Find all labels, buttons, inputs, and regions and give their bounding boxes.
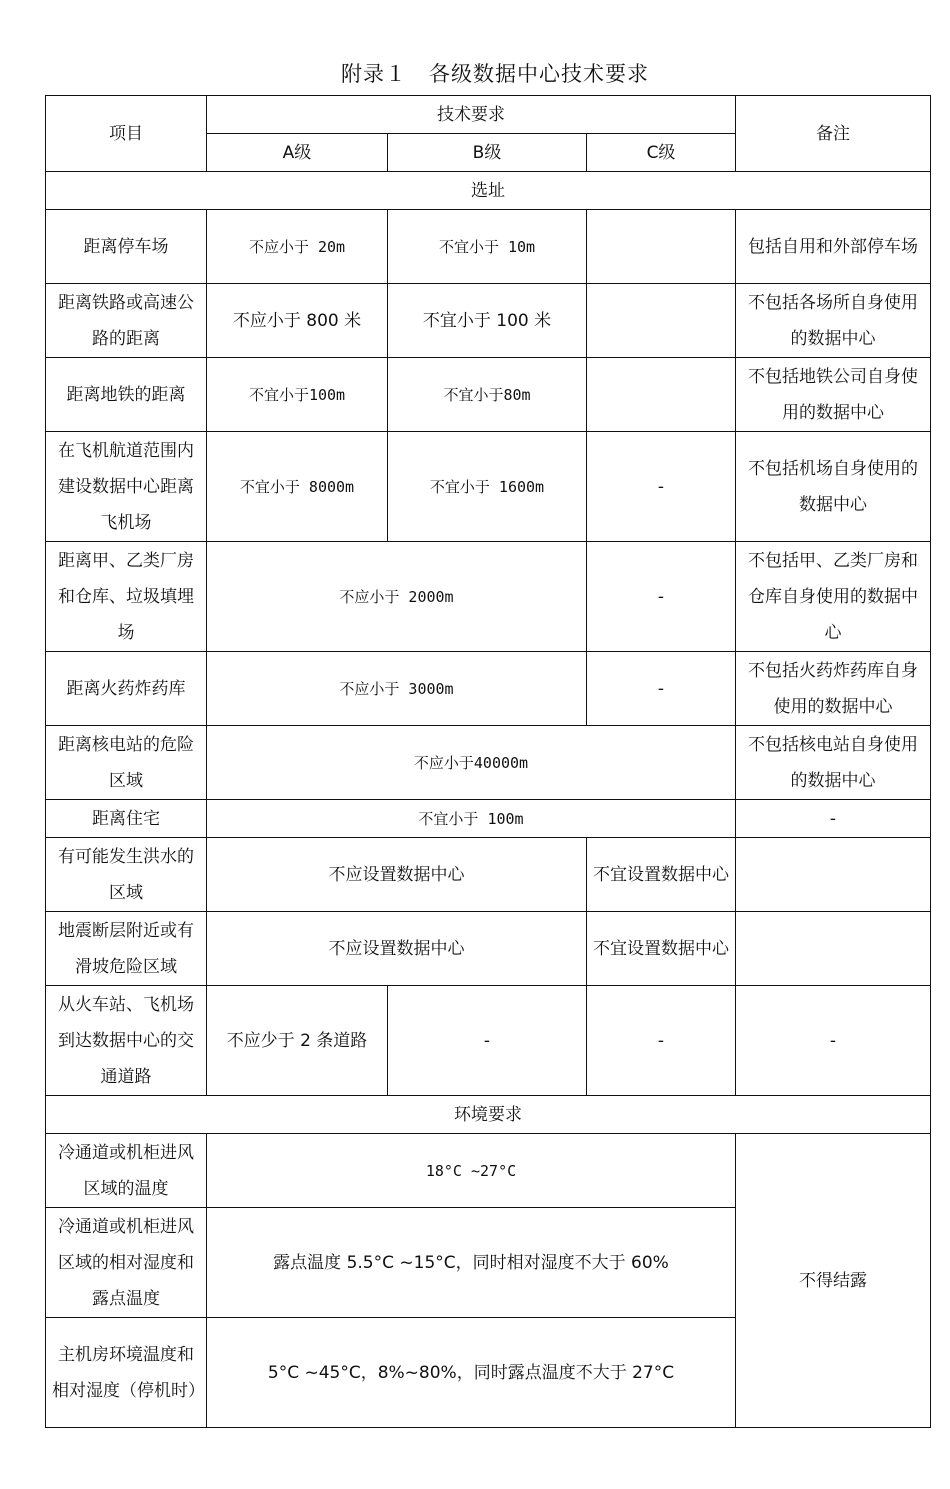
- table-row: [46, 358, 931, 432]
- header-row: [46, 96, 931, 134]
- row-note: 不包括各场所自身使用的数据中心: [736, 284, 931, 358]
- row-grade-a: 不应少于 2 条道路: [207, 986, 388, 1096]
- row-item: 距离停车场: [46, 210, 207, 284]
- row-grade-c: 不宜设置数据中心: [587, 912, 736, 986]
- header-grade-c: C级: [587, 134, 736, 172]
- row-note: -: [736, 800, 931, 838]
- row-grade-c: -: [587, 432, 736, 542]
- row-grade-c: -: [587, 542, 736, 652]
- table-row: [46, 652, 931, 726]
- table-row: [46, 838, 931, 912]
- row-grade-c: 不宜设置数据中心: [587, 838, 736, 912]
- row-grade-b: 不宜小于 10m: [388, 210, 587, 284]
- row-note: [736, 838, 931, 912]
- row-item: 从火车站、飞机场到达数据中心的交通道路: [46, 986, 207, 1096]
- header-grade-b: B级: [388, 134, 587, 172]
- table-row: [46, 986, 931, 1096]
- row-item: 在飞机航道范围内建设数据中心距离飞机场: [46, 432, 207, 542]
- env-row-item: 冷通道或机柜进风区域的温度: [46, 1134, 207, 1208]
- row-note: 不包括火药炸药库自身使用的数据中心: [736, 652, 931, 726]
- section-site: 选址: [46, 172, 931, 210]
- env-row-value: 露点温度 5.5°C ~15°C，同时相对湿度不大于 60%: [207, 1208, 736, 1318]
- row-item: 有可能发生洪水的区域: [46, 838, 207, 912]
- table-row: [46, 1134, 931, 1208]
- row-grade-abc: 不宜小于 100m: [207, 800, 736, 838]
- table-row: [46, 542, 931, 652]
- row-note: -: [736, 986, 931, 1096]
- row-grade-a: 不应小于 800 米: [207, 284, 388, 358]
- table-row: [46, 912, 931, 986]
- page-title: 附录１ 各级数据中心技术要求: [341, 62, 649, 86]
- row-item: 地震断层附近或有滑坡危险区域: [46, 912, 207, 986]
- table-row: [46, 210, 931, 284]
- row-grade-c: [587, 284, 736, 358]
- env-row-value: 18°C ~27°C: [207, 1134, 736, 1208]
- row-item: 距离铁路或高速公路的距离: [46, 284, 207, 358]
- row-grade-ab: 不应设置数据中心: [207, 912, 587, 986]
- row-grade-a: 不应小于 20m: [207, 210, 388, 284]
- row-note: 不包括地铁公司自身使用的数据中心: [736, 358, 931, 432]
- row-grade-b: 不宜小于80m: [388, 358, 587, 432]
- row-grade-c: -: [587, 986, 736, 1096]
- row-note: 不包括甲、乙类厂房和仓库自身使用的数据中心: [736, 542, 931, 652]
- env-row-value: 5°C ~45°C，8%~80%，同时露点温度不大于 27°C: [207, 1318, 736, 1428]
- section-row: [46, 172, 931, 210]
- row-note: 不包括核电站自身使用的数据中心: [736, 726, 931, 800]
- header-grade-a: A级: [207, 134, 388, 172]
- table-row: [46, 284, 931, 358]
- row-item: 距离核电站的危险区域: [46, 726, 207, 800]
- row-note: 不包括机场自身使用的数据中心: [736, 432, 931, 542]
- row-grade-ab: 不应小于 3000m: [207, 652, 587, 726]
- header-item: 项目: [46, 96, 207, 172]
- env-note: 不得结露: [736, 1134, 931, 1428]
- env-row-item: 冷通道或机柜进风区域的相对湿度和露点温度: [46, 1208, 207, 1318]
- header-note: 备注: [736, 96, 931, 172]
- row-note: [736, 912, 931, 986]
- row-grade-abc: 不应小于40000m: [207, 726, 736, 800]
- row-grade-a: 不宜小于 8000m: [207, 432, 388, 542]
- table-row: [46, 726, 931, 800]
- table-row: [46, 800, 931, 838]
- section-row: [46, 1096, 931, 1134]
- row-item: 距离甲、乙类厂房和仓库、垃圾填埋场: [46, 542, 207, 652]
- row-grade-c: -: [587, 652, 736, 726]
- header-tech: 技术要求: [207, 96, 736, 134]
- tech-requirements-table: [45, 95, 931, 1428]
- row-item: 距离地铁的距离: [46, 358, 207, 432]
- section-env: 环境要求: [46, 1096, 931, 1134]
- row-grade-ab: 不应小于 2000m: [207, 542, 587, 652]
- table-row: [46, 432, 931, 542]
- row-grade-b: -: [388, 986, 587, 1096]
- row-grade-b: 不宜小于 1600m: [388, 432, 587, 542]
- row-grade-a: 不宜小于100m: [207, 358, 388, 432]
- row-grade-c: [587, 210, 736, 284]
- env-row-item: 主机房环境温度和相对湿度（停机时）: [46, 1318, 207, 1428]
- row-item: 距离住宅: [46, 800, 207, 838]
- row-grade-ab: 不应设置数据中心: [207, 838, 587, 912]
- row-item: 距离火药炸药库: [46, 652, 207, 726]
- row-grade-c: [587, 358, 736, 432]
- row-note: 包括自用和外部停车场: [736, 210, 931, 284]
- row-grade-b: 不宜小于 100 米: [388, 284, 587, 358]
